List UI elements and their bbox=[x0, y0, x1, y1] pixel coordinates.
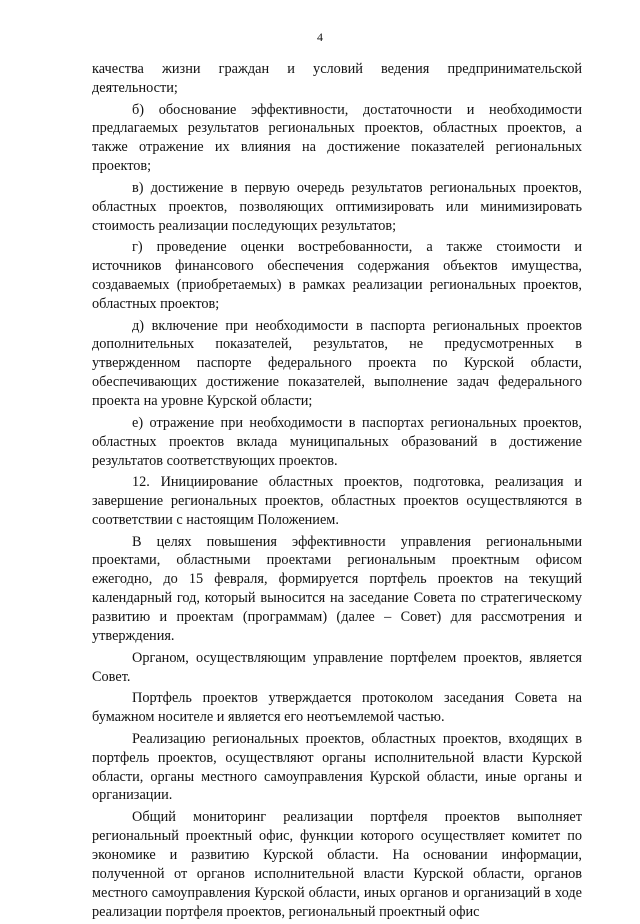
paragraph-portfolio-formation: В целях повышения эффективности управления региональными проектами, областными проектами региональным проектным офисом ежегодно, до 15 февраля, формируется портфель проектов на текущий календарный год, который выносится на заседание Совета по стратегическому развитию и проектам (программам) (далее – Совет) для рассмотрения и утверждения. bbox=[92, 533, 582, 645]
paragraph-portfolio-implementation: Реализацию региональных проектов, областных проектов, входящих в портфель проектов, осуществляют органы исполнительной власти Курской области, органы местного самоуправления Курской области, иные органы и организации. bbox=[92, 730, 582, 804]
paragraph-portfolio-monitoring: Общий мониторинг реализации портфеля проектов выполняет региональный проектный офис, функции которого осуществляет комитет по экономике и развитию Курской области. На основании информации, полученной от органов исполнительной власти Курской области, органов местного самоуправления Курской области, иных органов и организаций в ходе реализации портфеля проектов, региональный проектный офис bbox=[92, 809, 582, 920]
paragraph-portfolio-authority: Органом, осуществляющим управление портфелем проектов, является Совет. bbox=[92, 649, 582, 685]
paragraph-portfolio-approval: Портфель проектов утверждается протоколом заседания Совета на бумажном носителе и является его неотъемлемой частью. bbox=[92, 690, 582, 726]
paragraph-item-b: б) обоснование эффективности, достаточности и необходимости предлагаемых результатов региональных проектов, областных проектов, а также отражение их влияния на достижение показателей региональных проектов; bbox=[92, 101, 582, 175]
paragraph-item-g: г) проведение оценки востребованности, а также стоимости и источников финансового обеспечения содержания объектов имущества, создаваемых (приобретаемых) в рамках реализации региональных проектов, областных проектов; bbox=[92, 239, 582, 312]
document-body bbox=[92, 60, 582, 924]
paragraph-section-12: 12. Инициирование областных проектов, подготовка, реализация и завершение региональных проектов, областных проектов осуществляются в соответствии с настоящим Положением. bbox=[92, 474, 582, 528]
page-number: 4 bbox=[317, 30, 323, 44]
paragraph-item-d: д) включение при необходимости в паспорта региональных проектов дополнительных показателей, результатов, не предусмотренных в утвержденном паспорте федерального проекта по Курской области, обеспечивающих достижение показателей, выполнение задач федерального проекта на уровне Курской области; bbox=[92, 317, 582, 410]
paragraph-item-v: в) достижение в первую очередь результатов региональных проектов, областных проектов, позволяющих оптимизировать или минимизировать стоимость реализации последующих результатов; bbox=[92, 179, 582, 234]
paragraph-item-e: е) отражение при необходимости в паспортах региональных проектов, областных проектов вклада муниципальных образований в достижение результатов соответствующих проектов. bbox=[92, 414, 582, 469]
paragraph-quality-of-life: качества жизни граждан и условий ведения предпринимательской деятельности; bbox=[92, 61, 582, 96]
